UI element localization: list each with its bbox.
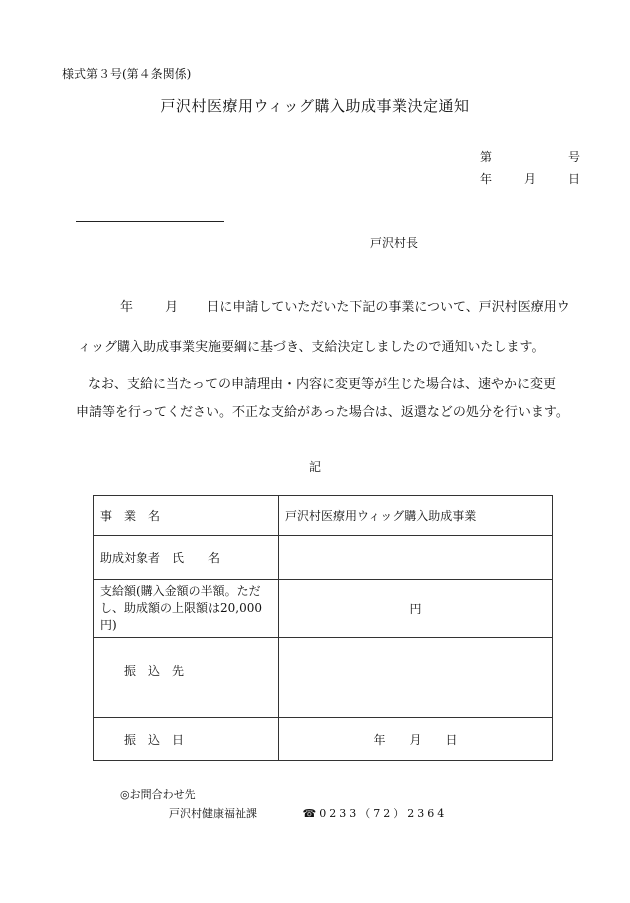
transfer-to-value bbox=[279, 638, 553, 718]
doc-date-month: 月 bbox=[523, 172, 536, 186]
contact-row bbox=[169, 805, 447, 821]
doc-date-year: 年 bbox=[480, 172, 493, 186]
paragraph-1-line-1 bbox=[62, 296, 582, 315]
document-number-block bbox=[480, 148, 580, 192]
doc-date-day: 日 bbox=[567, 172, 580, 186]
transfer-date-label: 振 込 日 bbox=[94, 718, 279, 761]
recipient-name-label: 助成対象者 氏 名 bbox=[94, 536, 279, 580]
transfer-date-value: 年 月 日 bbox=[279, 718, 553, 761]
document-title: 戸沢村医療用ウィッグ購入助成事業決定通知 bbox=[160, 97, 470, 115]
contact-department: 戸沢村健康福祉課 bbox=[169, 807, 257, 820]
table-row bbox=[94, 496, 553, 536]
recipient-name-value bbox=[279, 536, 553, 580]
table-row bbox=[94, 536, 553, 580]
p1-year: 年 bbox=[120, 300, 134, 315]
doc-number-dai: 第 bbox=[480, 150, 493, 164]
ki-heading: 記 bbox=[308, 460, 321, 474]
sender-name: 戸沢村長 bbox=[370, 236, 419, 250]
paragraph-2-line-1: なお、支給に当たっての申請理由・内容に変更等が生じた場合は、速やかに変更 bbox=[88, 377, 557, 392]
p1-month: 月 bbox=[165, 300, 179, 315]
table-row bbox=[94, 718, 553, 761]
info-table bbox=[93, 495, 553, 761]
doc-number-go: 号 bbox=[567, 150, 580, 164]
table-row bbox=[94, 638, 553, 718]
table-row bbox=[94, 580, 553, 638]
amount-unit: 円 bbox=[279, 580, 553, 638]
contact-phone: ☎0233（72）2364 bbox=[302, 807, 448, 820]
paragraph-1-line-2: ィッグ購入助成事業実施要綱に基づき、支給決定しましたので通知いたします。 bbox=[78, 340, 545, 355]
addressee-underline bbox=[76, 221, 224, 222]
contact-heading: ◎お問合わせ先 bbox=[120, 788, 196, 801]
paragraph-2-line-2: 申請等を行ってください。不正な支給があった場合は、返還などの処分を行います。 bbox=[76, 405, 569, 420]
transfer-to-label: 振 込 先 bbox=[94, 638, 279, 718]
amount-label: 支給額(購入金額の半額。ただし、助成額の上限額は20,000円) bbox=[94, 580, 279, 638]
project-name-value: 戸沢村医療用ウィッグ購入助成事業 bbox=[279, 496, 553, 536]
form-number: 様式第３号(第４条関係) bbox=[62, 67, 192, 81]
p1-rest: 日に申請していただいた下記の事業について、戸沢村医療用ウ bbox=[206, 300, 570, 315]
project-name-label: 事 業 名 bbox=[94, 496, 279, 536]
